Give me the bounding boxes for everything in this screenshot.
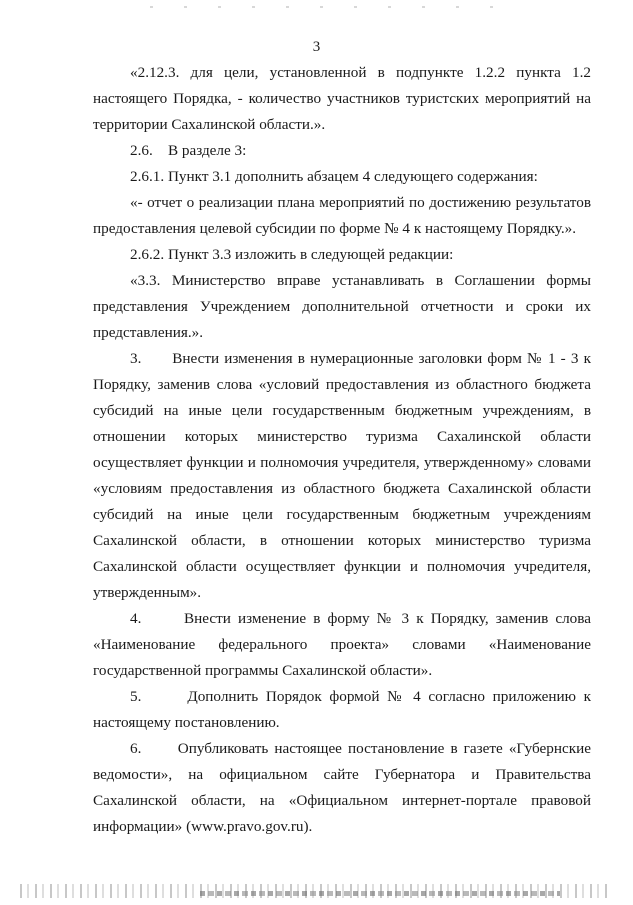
scan-artifact-top (150, 6, 500, 8)
document-body (93, 60, 595, 840)
scan-artifact-bottom-dark (200, 891, 560, 896)
paragraph-5: 5. Дополнить Порядок формой № 4 согласно приложению к настоящему постановлению. (93, 688, 595, 731)
paragraph-3-3-quote: «3.3. Министерство вправе устанавливать в Соглашении формы представления Учреждением дополнительной отчетности и сроки их представления.». (93, 272, 591, 341)
paragraph-3: 3. Внести изменения в нумерационные заголовки форм № 1 - 3 к Порядку, заменив слова «условий предоставления из областного бюджета субсидий на иные цели государственным бюджетным учреждениям, в отношении которых министерство туризма Сахалинской области осуществляет функции и полномочия учредителя, утвержденному» словами «условиям предоставления из областного бюджета Сахалинской области субсидий на иные цели государственным бюджетным учреждениям Сахалинской области, в отношении которых министерство туризма Сахалинской области осуществляет функции и полномочия учредителя, утвержденным». (93, 350, 595, 601)
paragraph-4: 4. Внести изменение в форму № 3 к Порядку, заменив слова «Наименование федерального проекта» словами «Наименование государственной программы Сахалинской области». (93, 610, 595, 679)
paragraph-2-6-1: 2.6.1. Пункт 3.1 дополнить абзацем 4 следующего содержания: (130, 168, 538, 185)
paragraph-2-6: 2.6. В разделе 3: (130, 142, 247, 159)
paragraph-2-6-1-quote: «- отчет о реализации плана мероприятий по достижению результатов предоставления целевой субсидии по форме № 4 к настоящему Порядку.». (93, 194, 591, 237)
paragraph-6: 6. Опубликовать настоящее постановление в газете «Губернские ведомости», на официальном сайте Губернатора и Правительства Сахалинской области, на «Официальном интернет-портале правовой информации» (www.pravo.gov.ru). (93, 740, 595, 835)
paragraph-2-12-3: «2.12.3. для цели, установленной в подпункте 1.2.2 пункта 1.2 настоящего Порядка, - количество участников туристских мероприятий на территории Сахалинской области.». (93, 64, 591, 133)
page-number: 3 (312, 39, 321, 55)
paragraph-2-6-2: 2.6.2. Пункт 3.3 изложить в следующей редакции: (130, 246, 454, 263)
